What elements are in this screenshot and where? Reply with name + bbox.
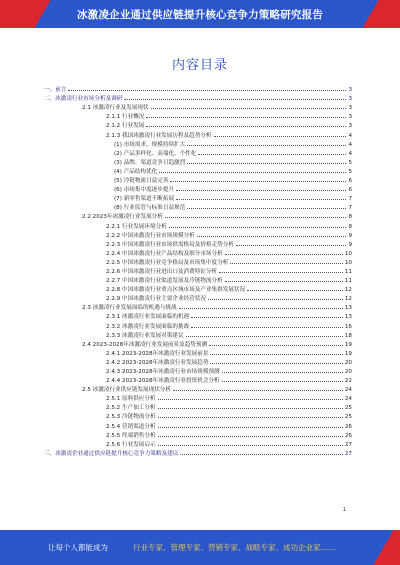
toc-entry-page: 3 (348, 105, 352, 112)
footer-slogan-lead: 让每个人都能成为 (48, 543, 108, 552)
toc-heading: 内容目录 (171, 58, 228, 73)
toc-entry-label: 2.5.5 终端销售分析 (106, 432, 156, 439)
toc-leader-dots (236, 245, 347, 246)
toc-entry-page: 9 (348, 232, 352, 239)
toc-entry-page: 3 (348, 123, 352, 130)
toc-entry-label: 2.5.6 行业发展启示 (106, 441, 156, 448)
toc-entry-label: (1) 市场需求、规模持续扩大 (114, 141, 186, 148)
toc-entry-label: 2.4.1 2023-2028年冰激凌行业发展前景 (106, 350, 209, 357)
toc-leader-dots (158, 427, 343, 428)
toc-entry-page: 24 (344, 387, 352, 394)
toc-entry-label: 2.2.7 中国冰激凌行业渠道发展及冷链物流分析 (106, 278, 223, 285)
toc-entry-page: 8 (348, 214, 352, 221)
toc-entry-page: 25 (344, 414, 352, 421)
toc-entry-label: 2.1.3 我国冰激凌行业发展历程及趋势分析 (106, 132, 212, 139)
toc-leader-dots (180, 454, 343, 455)
toc-entry-label: 2.5.4 营销渠道分析 (106, 423, 156, 430)
page-number: 1 (342, 507, 346, 513)
toc-leader-dots (187, 145, 346, 146)
toc-entry[interactable] (44, 339, 352, 348)
toc-leader-dots (187, 208, 346, 209)
toc-leader-dots (187, 163, 346, 164)
toc-entry-page: 27 (344, 450, 352, 457)
toc-leader-dots (219, 272, 343, 273)
toc-entry-page: 24 (344, 396, 352, 403)
toc-leader-dots (173, 390, 343, 391)
toc-entry-page: 10 (344, 259, 352, 266)
toc-entry-page: 5 (348, 168, 352, 175)
toc-leader-dots (210, 363, 342, 364)
toc-entry-label: 2.2.4 中国冰激凌行业产品结构及细分市场分析 (106, 250, 223, 257)
toc-entry-page: 18 (344, 332, 352, 339)
toc-leader-dots (247, 290, 343, 291)
toc-entry-label: 2.5.2 生产加工分析 (106, 405, 156, 412)
toc-entry-label: 二、冰激凌行业市场分析及调研 (44, 96, 123, 103)
toc-entry-page: 20 (344, 369, 352, 375)
toc-entry-page: 16 (344, 323, 352, 330)
toc-entry-page: 13 (344, 314, 352, 321)
toc-entry[interactable] (44, 330, 352, 339)
toc-entry-label: 2.3.2 冰激凌行业发展面临的挑战 (106, 323, 190, 330)
toc-entry-label: 2.4.3 2023-2028年冰激凌行业市场规模预测 (106, 369, 220, 375)
toc-entry[interactable] (44, 375, 352, 384)
toc-entry-page: 10 (344, 250, 352, 257)
toc-entry[interactable] (44, 366, 352, 375)
toc-leader-dots (68, 90, 346, 91)
toc-entry[interactable] (44, 166, 352, 175)
toc-entry-page: 19 (344, 341, 352, 348)
toc-entry[interactable] (44, 120, 352, 129)
toc-entry-label: 2.4.2 2023-2028年冰激凌行业发展趋势 (106, 359, 209, 366)
toc-entry[interactable] (44, 302, 352, 311)
toc-entry-label: (5) 冷链物流日益完善 (114, 178, 169, 185)
toc-leader-dots (165, 217, 347, 218)
toc-entry-page: 20 (344, 359, 352, 366)
toc-entry-label: 2.5 冰激凌行业供应链发展现状分析 (82, 387, 171, 394)
toc-leader-dots (169, 227, 347, 228)
toc-leader-dots (222, 381, 343, 382)
toc-entry[interactable] (44, 393, 352, 402)
toc-entry[interactable] (44, 220, 352, 229)
toc-leader-dots (210, 354, 342, 355)
toc-entry-page: 11 (344, 278, 352, 285)
toc-entry-label: 2.2.3 中国冰激凌行业市场供需格局及价格走势分析 (106, 241, 234, 248)
toc-entry[interactable] (44, 448, 352, 457)
toc-entry[interactable] (44, 111, 352, 120)
toc-leader-dots (124, 99, 346, 100)
toc-entry-label: 2.3 冰激凌行业发展面临的机遇与挑战 (82, 305, 177, 312)
toc-entry[interactable] (44, 357, 352, 366)
toc-entry[interactable] (44, 193, 352, 202)
toc-leader-dots (158, 436, 343, 437)
toc-entry-page: 7 (348, 196, 352, 203)
toc-entry-label: 2.1.2 行业发展 (106, 123, 145, 130)
toc-entry-page: 3 (348, 114, 352, 121)
toc-entry-label: 2.2.1 行业发展环境分析 (106, 223, 167, 230)
toc-entry-label: (7) 新零售渠道不断拓展 (114, 196, 175, 203)
toc-entry[interactable] (44, 102, 352, 111)
toc-leader-dots (176, 199, 346, 200)
toc-entry-page: 3 (348, 96, 352, 103)
toc-entry[interactable] (44, 129, 352, 138)
footer-banner (0, 530, 400, 565)
toc-entry-label: (2) 产品多样化、高端化、个性化 (114, 150, 197, 157)
toc-entry[interactable] (44, 284, 352, 293)
toc-leader-dots (158, 399, 343, 400)
toc-entry[interactable] (44, 275, 352, 284)
toc-leader-dots (158, 417, 343, 418)
toc-entry-page: 19 (344, 350, 352, 357)
toc-leader-dots (146, 126, 346, 127)
toc-entry-page: 25 (344, 405, 352, 412)
toc-leader-dots (186, 336, 343, 337)
toc-entry-label: 2.2.8 中国冰激凌行业重点区域市场及产业集群发展状况 (106, 287, 246, 294)
toc-entry-label: 2.1.1 行业概况 (106, 114, 145, 121)
toc-entry[interactable] (44, 266, 352, 275)
toc-entry-label: 2.1 冰激凌行业及发展现状 (82, 105, 149, 112)
toc-leader-dots (176, 190, 346, 191)
toc-leader-dots (191, 327, 343, 328)
toc-entry-page: 12 (344, 287, 352, 294)
toc-entry-page: 6 (348, 187, 352, 194)
toc-entry-label: (4) 产品结构优化 (114, 168, 158, 175)
toc-entry-label: (6) 市场集中度逐步提升 (114, 187, 175, 194)
toc-leader-dots (230, 263, 343, 264)
toc-entry[interactable] (44, 293, 352, 302)
toc-leader-dots (158, 445, 343, 446)
toc-entry[interactable] (44, 311, 352, 320)
toc-entry-page: 13 (344, 305, 352, 312)
toc-entry-label: 2.2.5 中国冰激凌行业竞争格局及市场集中度分析 (106, 259, 229, 266)
toc-entry-page: 26 (344, 423, 352, 430)
toc-entry[interactable] (44, 211, 352, 220)
toc-leader-dots (191, 317, 343, 318)
toc-leader-dots (222, 372, 343, 373)
toc-entry-label: 2.2.6 中国冰激凌行业进出口及消费特征分析 (106, 268, 218, 275)
toc-entry[interactable] (44, 239, 352, 248)
toc-entry[interactable] (44, 202, 352, 211)
toc-entry-label: 2.2.9 中国冰激凌行业主要企业经营状况 (106, 296, 206, 303)
toc-entry[interactable] (44, 420, 352, 429)
toc-leader-dots (170, 181, 346, 182)
toc-entry[interactable] (44, 248, 352, 257)
toc-entry-page: 9 (348, 241, 352, 248)
toc-entry-page: 5 (348, 159, 352, 166)
toc-entry-label: 2.3.1 冰激凌行业发展面临的机遇 (106, 314, 190, 321)
toc-entry[interactable] (44, 384, 352, 393)
toc-entry-label: (3) 品牌、渠道竞争日趋激烈 (114, 159, 186, 166)
toc-entry-label: 2.4 2023-2028年冰激凌行业发展前景及趋势预测 (82, 341, 208, 348)
toc-entry[interactable] (44, 230, 352, 239)
toc-leader-dots (159, 172, 346, 173)
document-title: 冰激凌企业通过供应链提升核心竞争力策略研究报告 (76, 9, 324, 21)
toc-entry-label: 一、前言 (44, 87, 67, 94)
toc-entry-label: 2.3.3 冰激凌行业发展对策建议 (106, 332, 184, 339)
toc-entry[interactable] (44, 84, 352, 93)
toc-entry-page: 7 (348, 205, 352, 212)
toc-entry-page: 4 (348, 150, 352, 157)
toc-entry[interactable] (44, 93, 352, 102)
toc-entry[interactable] (44, 430, 352, 439)
toc-entry-page: 26 (344, 432, 352, 439)
toc-entry-label: 2.5.3 冷链物流分析 (106, 414, 156, 421)
toc-entry-page: 6 (348, 178, 352, 185)
header-banner (0, 0, 400, 28)
toc-entry-label: 2.4.4 2023-2028年冰激凌行业投资机会分析 (106, 378, 220, 385)
toc-entry-page: 11 (344, 268, 352, 275)
toc-entry[interactable] (44, 157, 352, 166)
toc-entry[interactable] (44, 411, 352, 420)
toc-entry[interactable] (44, 184, 352, 193)
toc-leader-dots (208, 299, 343, 300)
toc-entry-page: 4 (348, 132, 352, 139)
toc-entry[interactable] (44, 148, 352, 157)
toc-leader-dots (151, 108, 347, 109)
toc-entry[interactable] (44, 402, 352, 411)
toc-entry[interactable] (44, 139, 352, 148)
toc-leader-dots (225, 281, 343, 282)
toc-leader-dots (179, 308, 343, 309)
toc-leader-dots (214, 136, 347, 137)
toc-leader-dots (198, 154, 346, 155)
toc-leader-dots (197, 236, 347, 237)
toc-entry[interactable] (44, 320, 352, 329)
table-of-contents (44, 84, 352, 457)
toc-entry-label: 2.2.2 中国冰激凌行业市场规模分析 (106, 232, 195, 239)
toc-entry-label: 2.2 2023年冰激凌行业发展分析 (82, 214, 163, 221)
toc-entry[interactable] (44, 257, 352, 266)
footer-slogan-roles: 行业专家、管理专家、营销专家、战略专家、成功企业家…… (133, 543, 336, 552)
toc-entry-label: (8) 行业监管与标准日益规范 (114, 205, 186, 212)
toc-leader-dots (209, 345, 343, 346)
toc-entry-page: 12 (344, 296, 352, 303)
toc-leader-dots (225, 254, 343, 255)
toc-entry-label: 三、冰激凌企业通过供应链提升核心竞争力策略及建议 (44, 450, 179, 457)
toc-entry-page: 3 (348, 87, 352, 94)
toc-entry[interactable] (44, 175, 352, 184)
toc-leader-dots (146, 117, 346, 118)
toc-entry[interactable] (44, 439, 352, 448)
toc-entry-page: 27 (344, 441, 352, 448)
footer-right-accent (370, 530, 400, 565)
toc-entry-page: 4 (348, 141, 352, 148)
toc-entry-label: 2.5.1 原料供应分析 (106, 396, 156, 403)
toc-leader-dots (158, 408, 343, 409)
toc-entry-page: 8 (348, 223, 352, 230)
toc-entry[interactable] (44, 348, 352, 357)
toc-entry-page: 22 (344, 378, 352, 385)
